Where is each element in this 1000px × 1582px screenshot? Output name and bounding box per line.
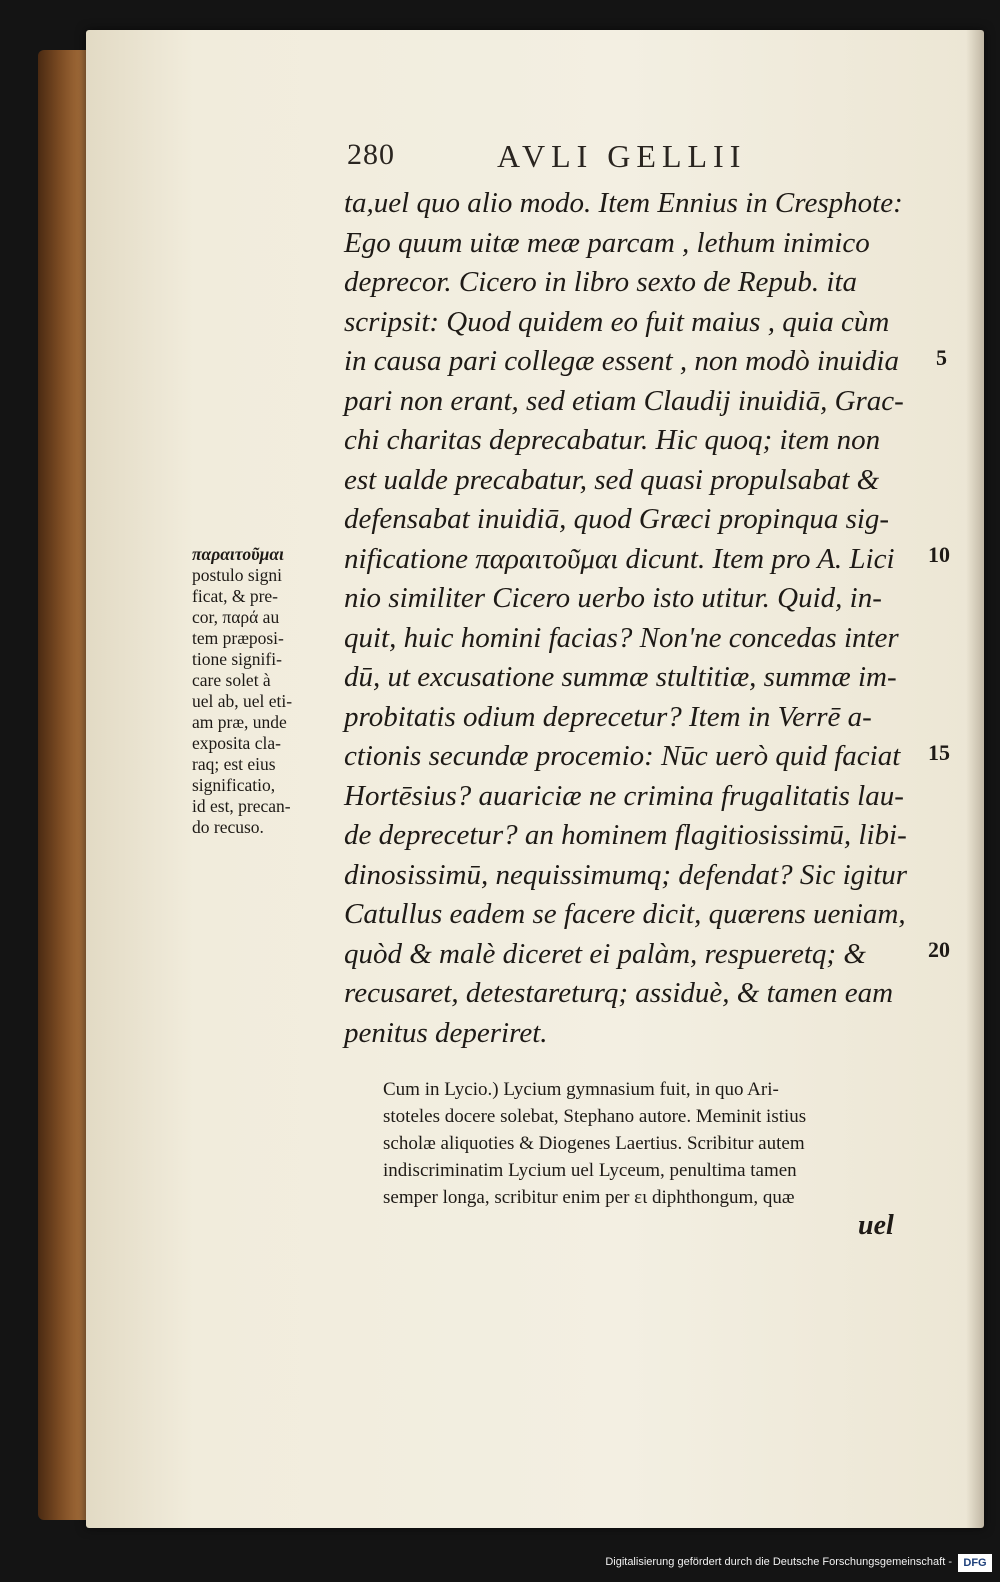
marginal-note-line: am præ, unde — [192, 712, 287, 732]
text-line: chi charitas deprecabatur. Hic quoq; item non — [344, 424, 881, 456]
text-line: quòd & malè diceret ei palàm, respueretq; & — [344, 937, 866, 970]
marginal-note-line: id est, precan- — [192, 796, 291, 816]
text-line: ctionis secundæ procemio: Nūc uerò quid faciat — [344, 740, 901, 772]
marginal-note-line: uel ab, uel eti- — [192, 691, 293, 711]
line-number-10: 10 — [928, 542, 950, 567]
commentary-line: indiscriminatim Lycium uel Lyceum, penultima tamen — [383, 1160, 797, 1181]
text-line: est ualde precabatur, sed quasi propulsabat & — [344, 463, 880, 496]
text-line: in causa pari collegæ essent , non modò inuidia — [344, 345, 899, 377]
text-line: dinosissimū, nequissimumq; defendat? Sic igitur — [344, 858, 908, 891]
funding-credit: Digitalisierung gefördert durch die Deutsche Forschungsgemeinschaft - — [605, 1556, 952, 1568]
commentary-line: semper longa, scribitur enim per ει diphthongum, quæ — [383, 1187, 795, 1208]
text-line: recusaret, detestareturq; assiduè, & tamen eam — [344, 977, 894, 1009]
line-number-20: 20 — [928, 937, 950, 962]
text-line: penitus deperiret. — [344, 1016, 548, 1049]
commentary-line: scholæ aliquoties & Diogenes Laertius. Scribitur autem — [383, 1133, 805, 1154]
text-line: dū, ut excusatione summæ stultitiæ, summæ im- — [344, 661, 897, 693]
text-line: nio similiter Cicero uerbo isto utitur. Quid, in- — [344, 582, 882, 614]
text-line: de deprecetur? an hominem flagitiosissimū, libi- — [344, 819, 907, 851]
text-line: probitatis odium deprecetur? Item in Verrē a- — [344, 700, 872, 733]
marginal-note-line: tione signifi- — [192, 649, 282, 669]
running-head — [347, 138, 767, 178]
text-line: nificatione παραιτοῦμαι dicunt. Item pro A. Lici — [344, 542, 895, 575]
marginal-note-line: significatio, — [192, 775, 276, 795]
running-title: AVLI GELLII — [497, 138, 747, 174]
marginal-note-line: postulo signi — [192, 565, 282, 585]
commentary-line: stoteles docere solebat, Stephano autore. Meminit istius — [383, 1106, 807, 1127]
text-line: Hortēsius? auariciæ ne crimina frugalitatis lau- — [344, 779, 904, 812]
text-line: defensabat inuidiā, quod Græci propinqua sig- — [344, 503, 890, 535]
page-number: 280 — [347, 138, 395, 171]
line-number-15: 15 — [928, 740, 950, 765]
marginal-note-line: cor, παρά au — [192, 607, 280, 627]
catchword: uel — [858, 1210, 894, 1241]
line-number-5: 5 — [936, 345, 947, 370]
text-line: deprecor. Cicero in libro sexto de Repub. ita — [344, 266, 858, 298]
marginal-note-line: care solet à — [192, 670, 271, 690]
text-line: scripsit: Quod quidem eo fuit maius , quia cùm — [344, 305, 890, 338]
text-line: ta,uel quo alio modo. Item Ennius in Cresphote: — [344, 187, 903, 219]
text-line: quit, huic homini facias? Non'ne concedas inter — [344, 621, 899, 654]
marginal-note — [192, 544, 342, 838]
commentary-line: Cum in Lycio.) Lycium gymnasium fuit, in quo Ari- — [383, 1079, 779, 1100]
text-line: Catullus eadem se facere dicit, quærens ueniam, — [344, 898, 906, 930]
marginal-note-line: exposita cla- — [192, 733, 281, 753]
marginal-note-line: raq; est eius — [192, 754, 276, 774]
main-text-block — [344, 184, 934, 1053]
dfg-logo: DFG — [958, 1554, 992, 1572]
text-line: Ego quum uitæ meæ parcam , lethum inimico — [344, 226, 870, 259]
commentary-block — [383, 1076, 913, 1211]
marginal-note-line: ficat, & pre- — [192, 586, 278, 606]
marginal-note-line: do recuso. — [192, 817, 264, 837]
marginal-note-line: παραιτοῦμαι — [192, 544, 284, 564]
marginal-note-line: tem præposi- — [192, 628, 284, 648]
text-line: pari non erant, sed etiam Claudij inuidiā, Grac- — [344, 384, 904, 417]
footer-bar — [0, 1542, 1000, 1582]
